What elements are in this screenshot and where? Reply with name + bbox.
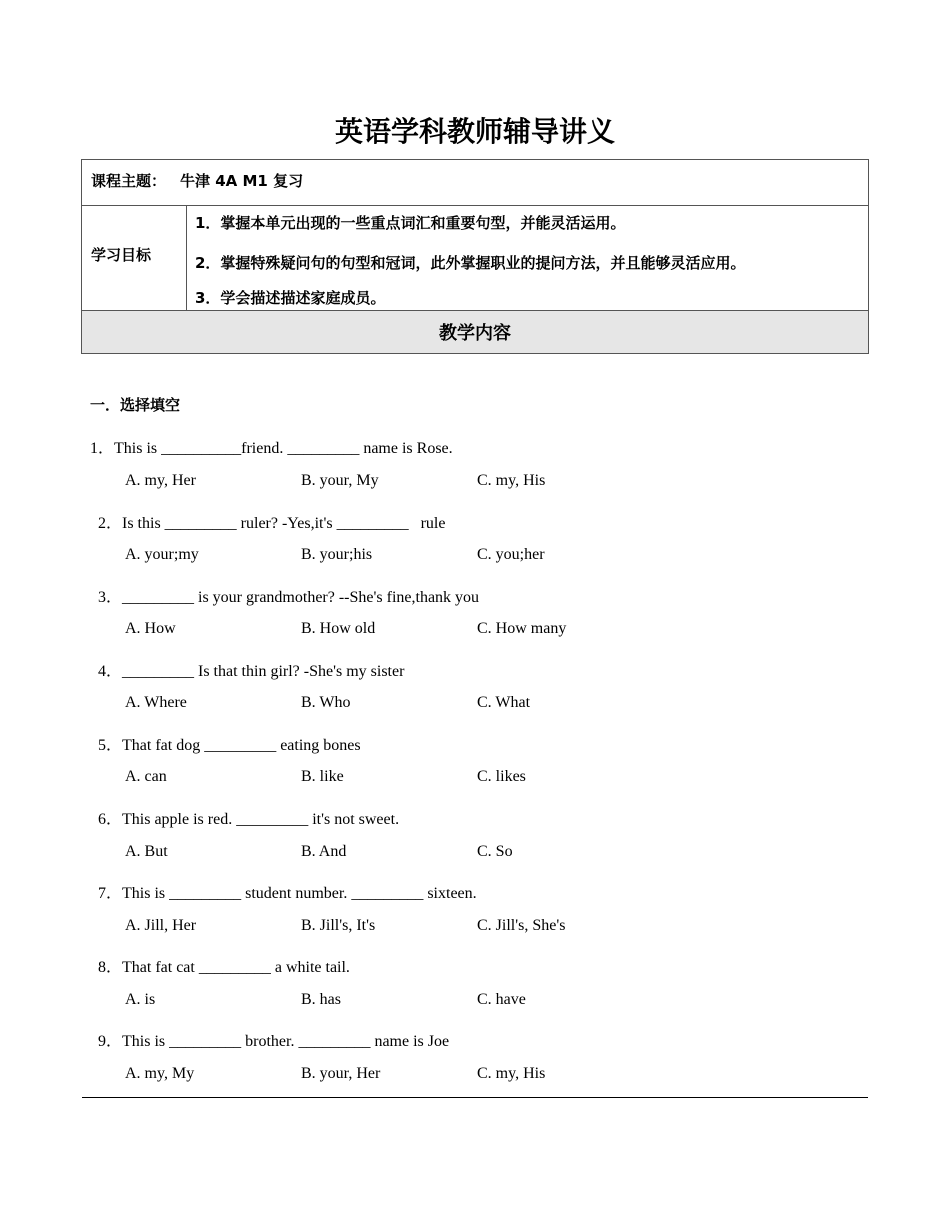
topic-label: 课程主题： — [91, 172, 167, 190]
goals-label-cell — [82, 206, 187, 311]
option-c: C. What — [477, 694, 531, 711]
question-text: 9．This is _________ brother. _________ name is Joe — [98, 1033, 450, 1050]
option-b: B. Who — [301, 694, 351, 711]
option-a: A. is — [125, 991, 156, 1008]
goal-item: 1．掌握本单元出现的一些重点词汇和重要句型，并能灵活运用。 — [195, 214, 626, 232]
option-c: C. have — [477, 991, 526, 1008]
page-title: 英语学科教师辅导讲义 — [334, 115, 615, 148]
option-c: C. my, His — [477, 1065, 546, 1082]
option-a: A. But — [125, 843, 168, 860]
question-text: 8．That fat cat _________ a white tail. — [98, 959, 350, 976]
option-c: C. Jill's, She's — [477, 917, 566, 934]
option-b: B. your, Her — [301, 1065, 381, 1082]
question-text: 7．This is _________ student number. _________ sixteen. — [98, 885, 477, 902]
option-a: A. your;my — [125, 546, 199, 563]
option-a: A. Where — [125, 694, 187, 711]
option-b: B. like — [301, 768, 344, 785]
topic-cell — [82, 160, 869, 206]
option-b: B. And — [301, 843, 347, 860]
question-text: 3．_________ is your grandmother? --She's fine,thank you — [98, 589, 480, 606]
question-text: 4．_________ Is that thin girl? -She's my sister — [98, 663, 405, 680]
option-a: A. my, Her — [125, 472, 196, 489]
option-c: C. likes — [477, 768, 526, 785]
option-b: B. How old — [301, 620, 376, 637]
question-text: 1．This is __________friend. _________ name is Rose. — [90, 440, 453, 457]
bottom-divider — [82, 1097, 868, 1098]
section-title: 一．选择填空 — [90, 396, 181, 414]
option-b: B. your;his — [301, 546, 373, 563]
option-c: C. So — [477, 843, 513, 860]
goal-item: 2．掌握特殊疑问句的句型和冠词，此外掌握职业的提问方法，并且能够灵活应用。 — [195, 254, 746, 272]
option-b: B. Jill's, It's — [301, 917, 376, 934]
option-a: A. my, My — [125, 1065, 195, 1082]
goal-item: 3．学会描述描述家庭成员。 — [195, 289, 386, 307]
option-a: A. How — [125, 620, 176, 637]
option-c: C. you;her — [477, 546, 545, 563]
option-c: C. How many — [477, 620, 567, 637]
option-c: C. my, His — [477, 472, 546, 489]
option-a: A. can — [125, 768, 167, 785]
option-a: A. Jill, Her — [125, 917, 197, 934]
goals-cell — [187, 206, 869, 311]
goals-label: 学习目标 — [91, 245, 152, 264]
question-text: 6．This apple is red. _________ it's not sweet. — [98, 811, 400, 828]
option-b: B. your, My — [301, 472, 379, 489]
lesson-header-table — [81, 159, 869, 354]
question-text: 2．Is this _________ ruler? -Yes,it's _________ rule — [98, 515, 446, 532]
topic-value: 牛津 4A M1 复习 — [180, 172, 304, 190]
content-heading: 教学内容 — [82, 311, 869, 354]
option-b: B. has — [301, 991, 341, 1008]
question-text: 5．That fat dog _________ eating bones — [98, 737, 361, 754]
